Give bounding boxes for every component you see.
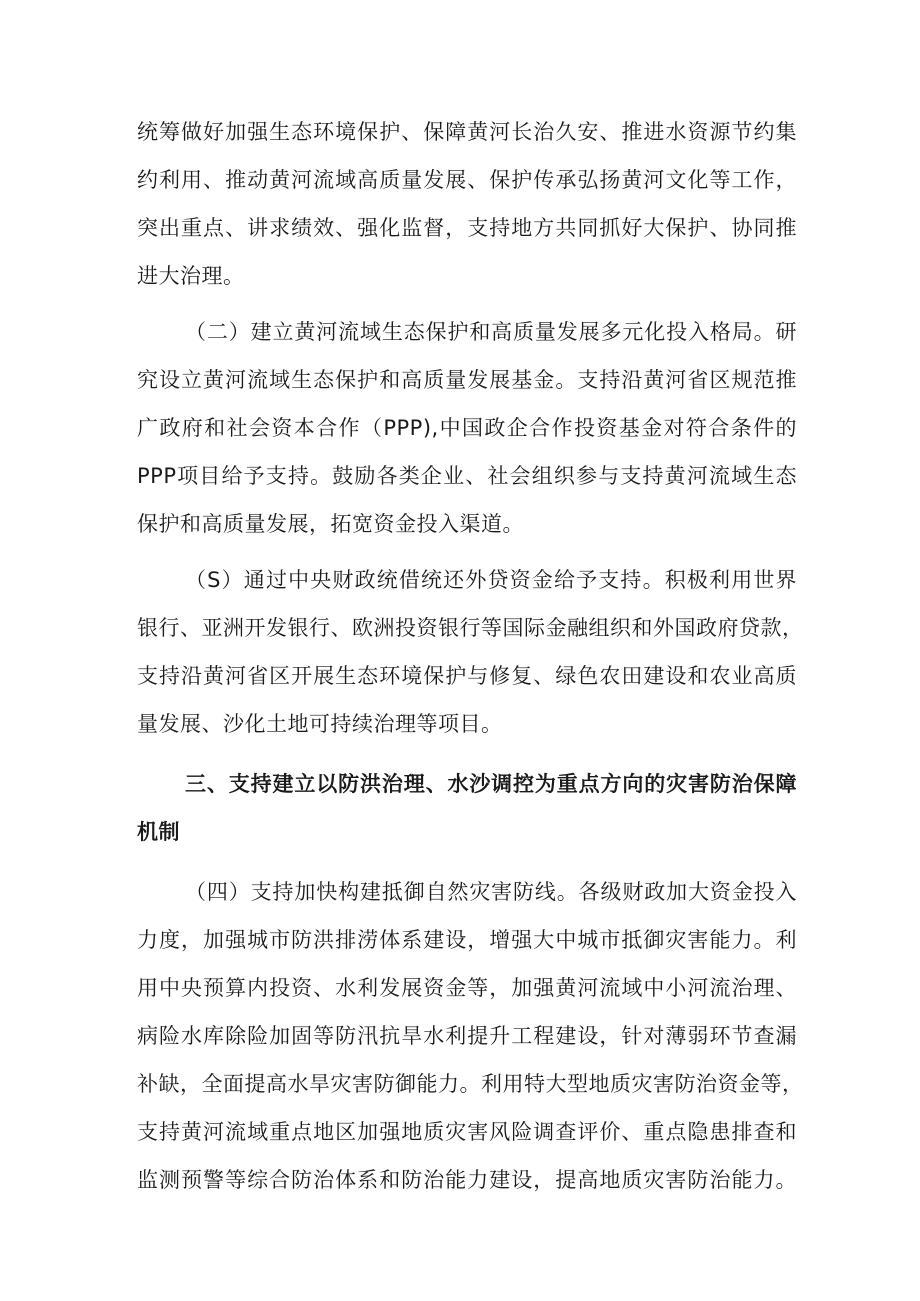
text-line: 突出重点、讲求绩效、强化监督，支持地方共同抓好大保护、协同推 bbox=[137, 216, 797, 240]
text-line: （二）建立黄河流域生态保护和高质量发展多元化投入格局。研 bbox=[185, 320, 797, 344]
text-line: （四）支持加快构建抵御自然灾害防线。各级财政加大资金投入 bbox=[185, 880, 797, 904]
heading-line: 三、支持建立以防洪治理、水沙调控为重点方向的灾害防治保障 bbox=[185, 772, 797, 796]
heading-line: 机制 bbox=[137, 820, 180, 844]
text-line: 用中央预算内投资、水利发展资金等，加强黄河流域中小河流治理、 bbox=[137, 976, 797, 1000]
text-line: 力度，加强城市防洪排涝体系建设，增强大中城市抵御灾害能力。利 bbox=[137, 928, 797, 952]
text-line: 病险水库除险加固等防汛抗旱水利提升工程建设，针对薄弱环节查漏 bbox=[137, 1024, 797, 1048]
text-line: 量发展、沙化土地可持续治理等项目。 bbox=[137, 712, 503, 736]
text-line: （S）通过中央财政统借统还外贷资金给予支持。积极利用世界 bbox=[185, 568, 797, 592]
text-line: 监测预警等综合防治体系和防治能力建设，提高地质灾害防治能力。 bbox=[137, 1168, 797, 1192]
text-line: 约利用、推动黄河流域高质量发展、保护传承弘扬黄河文化等工作， bbox=[137, 168, 797, 192]
text-line: PPP项目给予支持。鼓励各类企业、社会组织参与支持黄河流域生态 bbox=[137, 464, 797, 488]
text-line: 究设立黄河流域生态保护和高质量发展基金。支持沿黄河省区规范推 bbox=[137, 368, 797, 392]
text-line: 保护和高质量发展，拓宽资金投入渠道。 bbox=[137, 512, 524, 536]
text-line: 进大治理。 bbox=[137, 264, 245, 288]
text-line: 补缺，全面提高水旱灾害防御能力。利用特大型地质灾害防治资金等， bbox=[137, 1072, 804, 1096]
text-line: 银行、亚洲开发银行、欧洲投资银行等国际金融组织和外国政府贷款， bbox=[137, 616, 804, 640]
text-line: 统筹做好加强生态环境保护、保障黄河长治久安、推进水资源节约集 bbox=[137, 120, 797, 144]
text-line: 支持沿黄河省区开展生态环境保护与修复、绿色农田建设和农业高质 bbox=[137, 664, 797, 688]
text-line: 支持黄河流域重点地区加强地质灾害风险调查评价、重点隐患排查和 bbox=[137, 1120, 797, 1144]
text-line: 广政府和社会资本合作（PPP),中国政企合作投资基金对符合条件的 bbox=[137, 416, 797, 440]
